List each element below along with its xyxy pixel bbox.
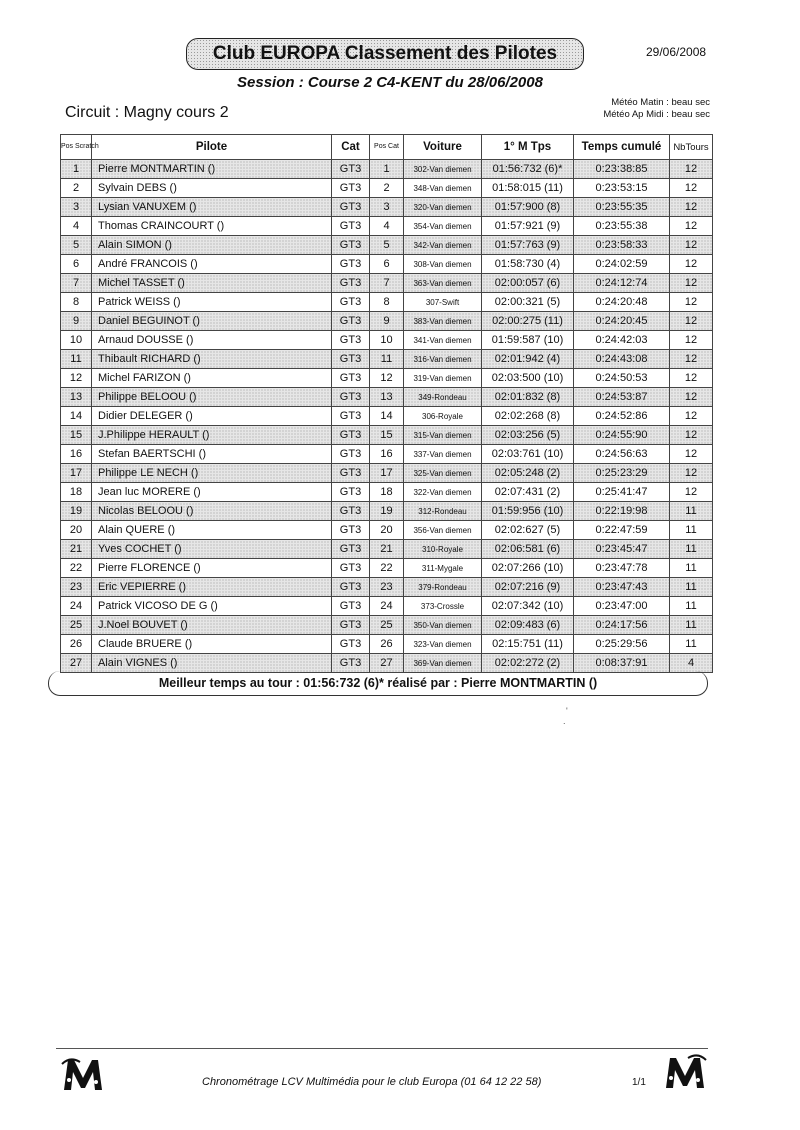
row-pos-scratch: 11 — [61, 350, 92, 369]
row-nb-tours: 12 — [670, 388, 713, 407]
row-nb-tours: 12 — [670, 179, 713, 198]
row-temps-cumule: 0:24:43:08 — [574, 350, 670, 369]
row-nb-tours: 11 — [670, 540, 713, 559]
row-pos-scratch: 23 — [61, 578, 92, 597]
row-pos-scratch: 12 — [61, 369, 92, 388]
row-pos-scratch: 2 — [61, 179, 92, 198]
row-pos-cat: 17 — [370, 464, 404, 483]
row-temps-cumule: 0:23:38:85 — [574, 160, 670, 179]
row-temps-cumule: 0:24:17:56 — [574, 616, 670, 635]
row-voiture: 306-Royale — [404, 407, 482, 426]
results-table — [60, 134, 713, 673]
row-nb-tours: 12 — [670, 369, 713, 388]
row-pos-scratch: 14 — [61, 407, 92, 426]
row-pos-cat: 26 — [370, 635, 404, 654]
table-header-row — [61, 135, 713, 160]
row-pilote: Thomas CRAINCOURT () — [92, 217, 332, 236]
table-row — [61, 217, 713, 236]
table-row — [61, 350, 713, 369]
row-voiture: 348-Van diemen — [404, 179, 482, 198]
row-temps-cumule: 0:25:41:47 — [574, 483, 670, 502]
row-pos-cat: 21 — [370, 540, 404, 559]
row-pos-cat: 1 — [370, 160, 404, 179]
row-pos-scratch: 6 — [61, 255, 92, 274]
row-best-lap: 02:03:500 (10) — [482, 369, 574, 388]
row-pos-cat: 6 — [370, 255, 404, 274]
row-pos-scratch: 21 — [61, 540, 92, 559]
row-pos-scratch: 1 — [61, 160, 92, 179]
row-pos-scratch: 18 — [61, 483, 92, 502]
row-pos-scratch: 9 — [61, 312, 92, 331]
row-pos-scratch: 8 — [61, 293, 92, 312]
row-nb-tours: 12 — [670, 236, 713, 255]
row-voiture: 325-Van diemen — [404, 464, 482, 483]
row-pilote: André FRANCOIS () — [92, 255, 332, 274]
print-date: 29/06/2008 — [646, 45, 707, 59]
row-nb-tours: 12 — [670, 274, 713, 293]
row-pos-cat: 22 — [370, 559, 404, 578]
col-best-lap: 1° M Tps — [482, 135, 574, 160]
row-nb-tours: 12 — [670, 445, 713, 464]
row-pilote: Philippe BELOOU () — [92, 388, 332, 407]
results-body — [61, 160, 713, 673]
row-nb-tours: 12 — [670, 464, 713, 483]
table-row — [61, 369, 713, 388]
page-title: Club EUROPA Classement des Pilotes — [186, 38, 584, 70]
row-pilote: Eric VEPIERRE () — [92, 578, 332, 597]
row-best-lap: 02:07:431 (2) — [482, 483, 574, 502]
row-best-lap: 02:03:256 (5) — [482, 426, 574, 445]
row-cat: GT3 — [332, 654, 370, 673]
row-pos-scratch: 22 — [61, 559, 92, 578]
table-row — [61, 179, 713, 198]
table-row — [61, 635, 713, 654]
row-voiture: 383-Van diemen — [404, 312, 482, 331]
row-best-lap: 02:01:832 (8) — [482, 388, 574, 407]
row-best-lap: 01:56:732 (6)* — [482, 160, 574, 179]
row-pos-cat: 16 — [370, 445, 404, 464]
row-pos-cat: 5 — [370, 236, 404, 255]
table-row — [61, 559, 713, 578]
row-temps-cumule: 0:23:58:33 — [574, 236, 670, 255]
row-best-lap: 02:07:216 (9) — [482, 578, 574, 597]
row-pos-scratch: 20 — [61, 521, 92, 540]
row-cat: GT3 — [332, 160, 370, 179]
scan-speck: . — [563, 716, 566, 726]
row-best-lap: 02:07:342 (10) — [482, 597, 574, 616]
row-nb-tours: 11 — [670, 502, 713, 521]
row-best-lap: 02:03:761 (10) — [482, 445, 574, 464]
row-nb-tours: 11 — [670, 616, 713, 635]
row-cat: GT3 — [332, 597, 370, 616]
row-nb-tours: 12 — [670, 217, 713, 236]
row-pos-cat: 15 — [370, 426, 404, 445]
row-voiture: 315-Van diemen — [404, 426, 482, 445]
table-row — [61, 274, 713, 293]
table-row — [61, 331, 713, 350]
row-nb-tours: 11 — [670, 597, 713, 616]
table-row — [61, 616, 713, 635]
row-pos-cat: 11 — [370, 350, 404, 369]
row-voiture: 373-Crossle — [404, 597, 482, 616]
row-pilote: Alain VIGNES () — [92, 654, 332, 673]
circuit-name: Circuit : Magny cours 2 — [65, 104, 229, 121]
table-row — [61, 293, 713, 312]
row-nb-tours: 12 — [670, 293, 713, 312]
row-nb-tours: 12 — [670, 426, 713, 445]
row-temps-cumule: 0:25:29:56 — [574, 635, 670, 654]
row-pos-scratch: 3 — [61, 198, 92, 217]
row-pos-scratch: 24 — [61, 597, 92, 616]
row-temps-cumule: 0:25:23:29 — [574, 464, 670, 483]
row-best-lap: 02:05:248 (2) — [482, 464, 574, 483]
table-row — [61, 198, 713, 217]
row-voiture: 354-Van diemen — [404, 217, 482, 236]
row-cat: GT3 — [332, 388, 370, 407]
row-pilote: Patrick VICOSO DE G () — [92, 597, 332, 616]
row-nb-tours: 12 — [670, 483, 713, 502]
row-voiture: 379-Rondeau — [404, 578, 482, 597]
row-pos-scratch: 16 — [61, 445, 92, 464]
row-voiture: 350-Van diemen — [404, 616, 482, 635]
row-best-lap: 02:06:581 (6) — [482, 540, 574, 559]
row-cat: GT3 — [332, 578, 370, 597]
row-cat: GT3 — [332, 407, 370, 426]
row-cat: GT3 — [332, 426, 370, 445]
row-voiture: 341-Van diemen — [404, 331, 482, 350]
row-pilote: Arnaud DOUSSE () — [92, 331, 332, 350]
row-pos-cat: 10 — [370, 331, 404, 350]
row-pos-cat: 25 — [370, 616, 404, 635]
row-voiture: 322-Van diemen — [404, 483, 482, 502]
table-row — [61, 483, 713, 502]
row-cat: GT3 — [332, 350, 370, 369]
row-pos-scratch: 10 — [61, 331, 92, 350]
col-cat: Cat — [332, 135, 370, 160]
col-temps-cumule: Temps cumulé — [574, 135, 670, 160]
row-voiture: 302-Van diemen — [404, 160, 482, 179]
row-pos-cat: 18 — [370, 483, 404, 502]
row-nb-tours: 11 — [670, 559, 713, 578]
row-pilote: Alain QUERE () — [92, 521, 332, 540]
row-best-lap: 01:57:900 (8) — [482, 198, 574, 217]
table-row — [61, 597, 713, 616]
row-best-lap: 01:59:587 (10) — [482, 331, 574, 350]
row-pos-scratch: 4 — [61, 217, 92, 236]
row-voiture: 319-Van diemen — [404, 369, 482, 388]
col-nb-tours: NbTours — [670, 135, 713, 160]
row-pilote: Patrick WEISS () — [92, 293, 332, 312]
row-nb-tours: 12 — [670, 331, 713, 350]
row-cat: GT3 — [332, 464, 370, 483]
row-temps-cumule: 0:22:19:98 — [574, 502, 670, 521]
row-temps-cumule: 0:24:56:63 — [574, 445, 670, 464]
row-best-lap: 02:00:321 (5) — [482, 293, 574, 312]
row-pilote: Alain SIMON () — [92, 236, 332, 255]
page-number: 1/1 — [632, 1077, 646, 1088]
row-pos-cat: 24 — [370, 597, 404, 616]
row-temps-cumule: 0:23:47:00 — [574, 597, 670, 616]
row-best-lap: 02:01:942 (4) — [482, 350, 574, 369]
row-nb-tours: 11 — [670, 521, 713, 540]
row-pilote: Michel TASSET () — [92, 274, 332, 293]
row-cat: GT3 — [332, 179, 370, 198]
col-voiture: Voiture — [404, 135, 482, 160]
row-pos-scratch: 15 — [61, 426, 92, 445]
row-best-lap: 02:02:272 (2) — [482, 654, 574, 673]
table-row — [61, 540, 713, 559]
row-pos-scratch: 27 — [61, 654, 92, 673]
row-pos-cat: 23 — [370, 578, 404, 597]
table-row — [61, 521, 713, 540]
row-pos-cat: 4 — [370, 217, 404, 236]
row-voiture: 310-Royale — [404, 540, 482, 559]
row-pos-scratch: 13 — [61, 388, 92, 407]
row-temps-cumule: 0:24:53:87 — [574, 388, 670, 407]
row-pilote: Stefan BAERTSCHI () — [92, 445, 332, 464]
table-row — [61, 160, 713, 179]
row-temps-cumule: 0:24:20:48 — [574, 293, 670, 312]
weather-info — [603, 97, 710, 121]
row-pos-cat: 12 — [370, 369, 404, 388]
row-nb-tours: 11 — [670, 635, 713, 654]
row-nb-tours: 12 — [670, 198, 713, 217]
row-best-lap: 02:02:268 (8) — [482, 407, 574, 426]
row-cat: GT3 — [332, 521, 370, 540]
row-nb-tours: 12 — [670, 407, 713, 426]
row-voiture: 356-Van diemen — [404, 521, 482, 540]
row-pilote: Daniel BEGUINOT () — [92, 312, 332, 331]
weather-morning: Météo Matin : beau sec — [611, 97, 710, 108]
row-temps-cumule: 0:24:02:59 — [574, 255, 670, 274]
row-pos-scratch: 17 — [61, 464, 92, 483]
row-cat: GT3 — [332, 502, 370, 521]
col-pilote: Pilote — [92, 135, 332, 160]
weather-afternoon: Météo Ap Midi : beau sec — [603, 109, 710, 120]
row-pilote: Sylvain DEBS () — [92, 179, 332, 198]
table-row — [61, 426, 713, 445]
row-voiture: 320-Van diemen — [404, 198, 482, 217]
row-voiture: 342-Van diemen — [404, 236, 482, 255]
row-best-lap: 01:59:956 (10) — [482, 502, 574, 521]
row-pilote: Michel FARIZON () — [92, 369, 332, 388]
row-best-lap: 02:00:275 (11) — [482, 312, 574, 331]
row-best-lap: 01:57:763 (9) — [482, 236, 574, 255]
club-logo-icon — [60, 1054, 106, 1094]
row-cat: GT3 — [332, 217, 370, 236]
row-nb-tours: 12 — [670, 350, 713, 369]
row-temps-cumule: 0:24:42:03 — [574, 331, 670, 350]
row-voiture: 323-Van diemen — [404, 635, 482, 654]
row-pos-cat: 9 — [370, 312, 404, 331]
row-best-lap: 01:58:015 (11) — [482, 179, 574, 198]
row-temps-cumule: 0:23:55:38 — [574, 217, 670, 236]
table-row — [61, 578, 713, 597]
table-row — [61, 654, 713, 673]
row-temps-cumule: 0:24:52:86 — [574, 407, 670, 426]
table-row — [61, 464, 713, 483]
row-pilote: Pierre MONTMARTIN () — [92, 160, 332, 179]
row-cat: GT3 — [332, 369, 370, 388]
row-temps-cumule: 0:24:50:53 — [574, 369, 670, 388]
row-best-lap: 02:07:266 (10) — [482, 559, 574, 578]
row-temps-cumule: 0:23:55:35 — [574, 198, 670, 217]
table-row — [61, 255, 713, 274]
row-pilote: Nicolas BELOOU () — [92, 502, 332, 521]
row-pos-cat: 3 — [370, 198, 404, 217]
row-temps-cumule: 0:22:47:59 — [574, 521, 670, 540]
footer-credit: Chronométrage LCV Multimédia pour le club Europa (01 64 12 22 58) — [202, 1076, 542, 1088]
row-voiture: 308-Van diemen — [404, 255, 482, 274]
scan-speck: ' — [566, 706, 568, 716]
row-cat: GT3 — [332, 483, 370, 502]
row-cat: GT3 — [332, 540, 370, 559]
row-pos-scratch: 19 — [61, 502, 92, 521]
row-nb-tours: 12 — [670, 160, 713, 179]
row-cat: GT3 — [332, 236, 370, 255]
row-temps-cumule: 0:23:47:78 — [574, 559, 670, 578]
row-pilote: Didier DELEGER () — [92, 407, 332, 426]
row-cat: GT3 — [332, 198, 370, 217]
row-cat: GT3 — [332, 312, 370, 331]
row-best-lap: 02:15:751 (11) — [482, 635, 574, 654]
row-best-lap: 02:02:627 (5) — [482, 521, 574, 540]
row-pos-scratch: 5 — [61, 236, 92, 255]
row-pos-scratch: 7 — [61, 274, 92, 293]
row-temps-cumule: 0:08:37:91 — [574, 654, 670, 673]
table-row — [61, 312, 713, 331]
best-lap-summary: Meilleur temps au tour : 01:56:732 (6)* réalisé par : Pierre MONTMARTIN () — [48, 671, 708, 696]
row-pos-cat: 8 — [370, 293, 404, 312]
row-pos-cat: 13 — [370, 388, 404, 407]
row-pilote: Philippe LE NECH () — [92, 464, 332, 483]
row-temps-cumule: 0:23:45:47 — [574, 540, 670, 559]
row-pilote: J.Philippe HERAULT () — [92, 426, 332, 445]
row-nb-tours: 11 — [670, 578, 713, 597]
row-voiture: 369-Van diemen — [404, 654, 482, 673]
footer-divider — [56, 1048, 708, 1049]
row-cat: GT3 — [332, 616, 370, 635]
row-best-lap: 01:57:921 (9) — [482, 217, 574, 236]
row-cat: GT3 — [332, 331, 370, 350]
row-nb-tours: 12 — [670, 255, 713, 274]
row-best-lap: 02:00:057 (6) — [482, 274, 574, 293]
table-row — [61, 407, 713, 426]
row-pos-cat: 27 — [370, 654, 404, 673]
row-pilote: Lysian VANUXEM () — [92, 198, 332, 217]
row-pos-cat: 2 — [370, 179, 404, 198]
row-voiture: 312-Rondeau — [404, 502, 482, 521]
row-voiture: 349-Rondeau — [404, 388, 482, 407]
table-row — [61, 388, 713, 407]
row-pos-cat: 14 — [370, 407, 404, 426]
row-voiture: 337-Van diemen — [404, 445, 482, 464]
row-nb-tours: 4 — [670, 654, 713, 673]
session-title: Session : Course 2 C4-KENT du 28/06/2008 — [237, 74, 543, 91]
row-voiture: 307-Swift — [404, 293, 482, 312]
row-voiture: 363-Van diemen — [404, 274, 482, 293]
row-temps-cumule: 0:23:53:15 — [574, 179, 670, 198]
row-pos-cat: 7 — [370, 274, 404, 293]
row-pilote: Claude BRUERE () — [92, 635, 332, 654]
row-temps-cumule: 0:24:55:90 — [574, 426, 670, 445]
row-pilote: J.Noel BOUVET () — [92, 616, 332, 635]
table-row — [61, 236, 713, 255]
row-pos-cat: 20 — [370, 521, 404, 540]
table-row — [61, 445, 713, 464]
col-pos-cat: Pos Cat — [370, 135, 404, 160]
row-cat: GT3 — [332, 635, 370, 654]
row-pilote: Pierre FLORENCE () — [92, 559, 332, 578]
row-pilote: Thibault RICHARD () — [92, 350, 332, 369]
row-temps-cumule: 0:24:12:74 — [574, 274, 670, 293]
col-pos-scratch: Pos Scratch — [61, 135, 92, 160]
row-cat: GT3 — [332, 293, 370, 312]
row-cat: GT3 — [332, 274, 370, 293]
club-logo-icon — [662, 1052, 708, 1092]
row-voiture: 311-Mygale — [404, 559, 482, 578]
row-cat: GT3 — [332, 559, 370, 578]
row-nb-tours: 12 — [670, 312, 713, 331]
table-row — [61, 502, 713, 521]
row-pos-scratch: 25 — [61, 616, 92, 635]
row-cat: GT3 — [332, 255, 370, 274]
row-pos-cat: 19 — [370, 502, 404, 521]
row-pilote: Jean luc MORERE () — [92, 483, 332, 502]
row-temps-cumule: 0:23:47:43 — [574, 578, 670, 597]
row-best-lap: 01:58:730 (4) — [482, 255, 574, 274]
row-voiture: 316-Van diemen — [404, 350, 482, 369]
row-pilote: Yves COCHET () — [92, 540, 332, 559]
row-best-lap: 02:09:483 (6) — [482, 616, 574, 635]
row-pos-scratch: 26 — [61, 635, 92, 654]
row-temps-cumule: 0:24:20:45 — [574, 312, 670, 331]
row-cat: GT3 — [332, 445, 370, 464]
